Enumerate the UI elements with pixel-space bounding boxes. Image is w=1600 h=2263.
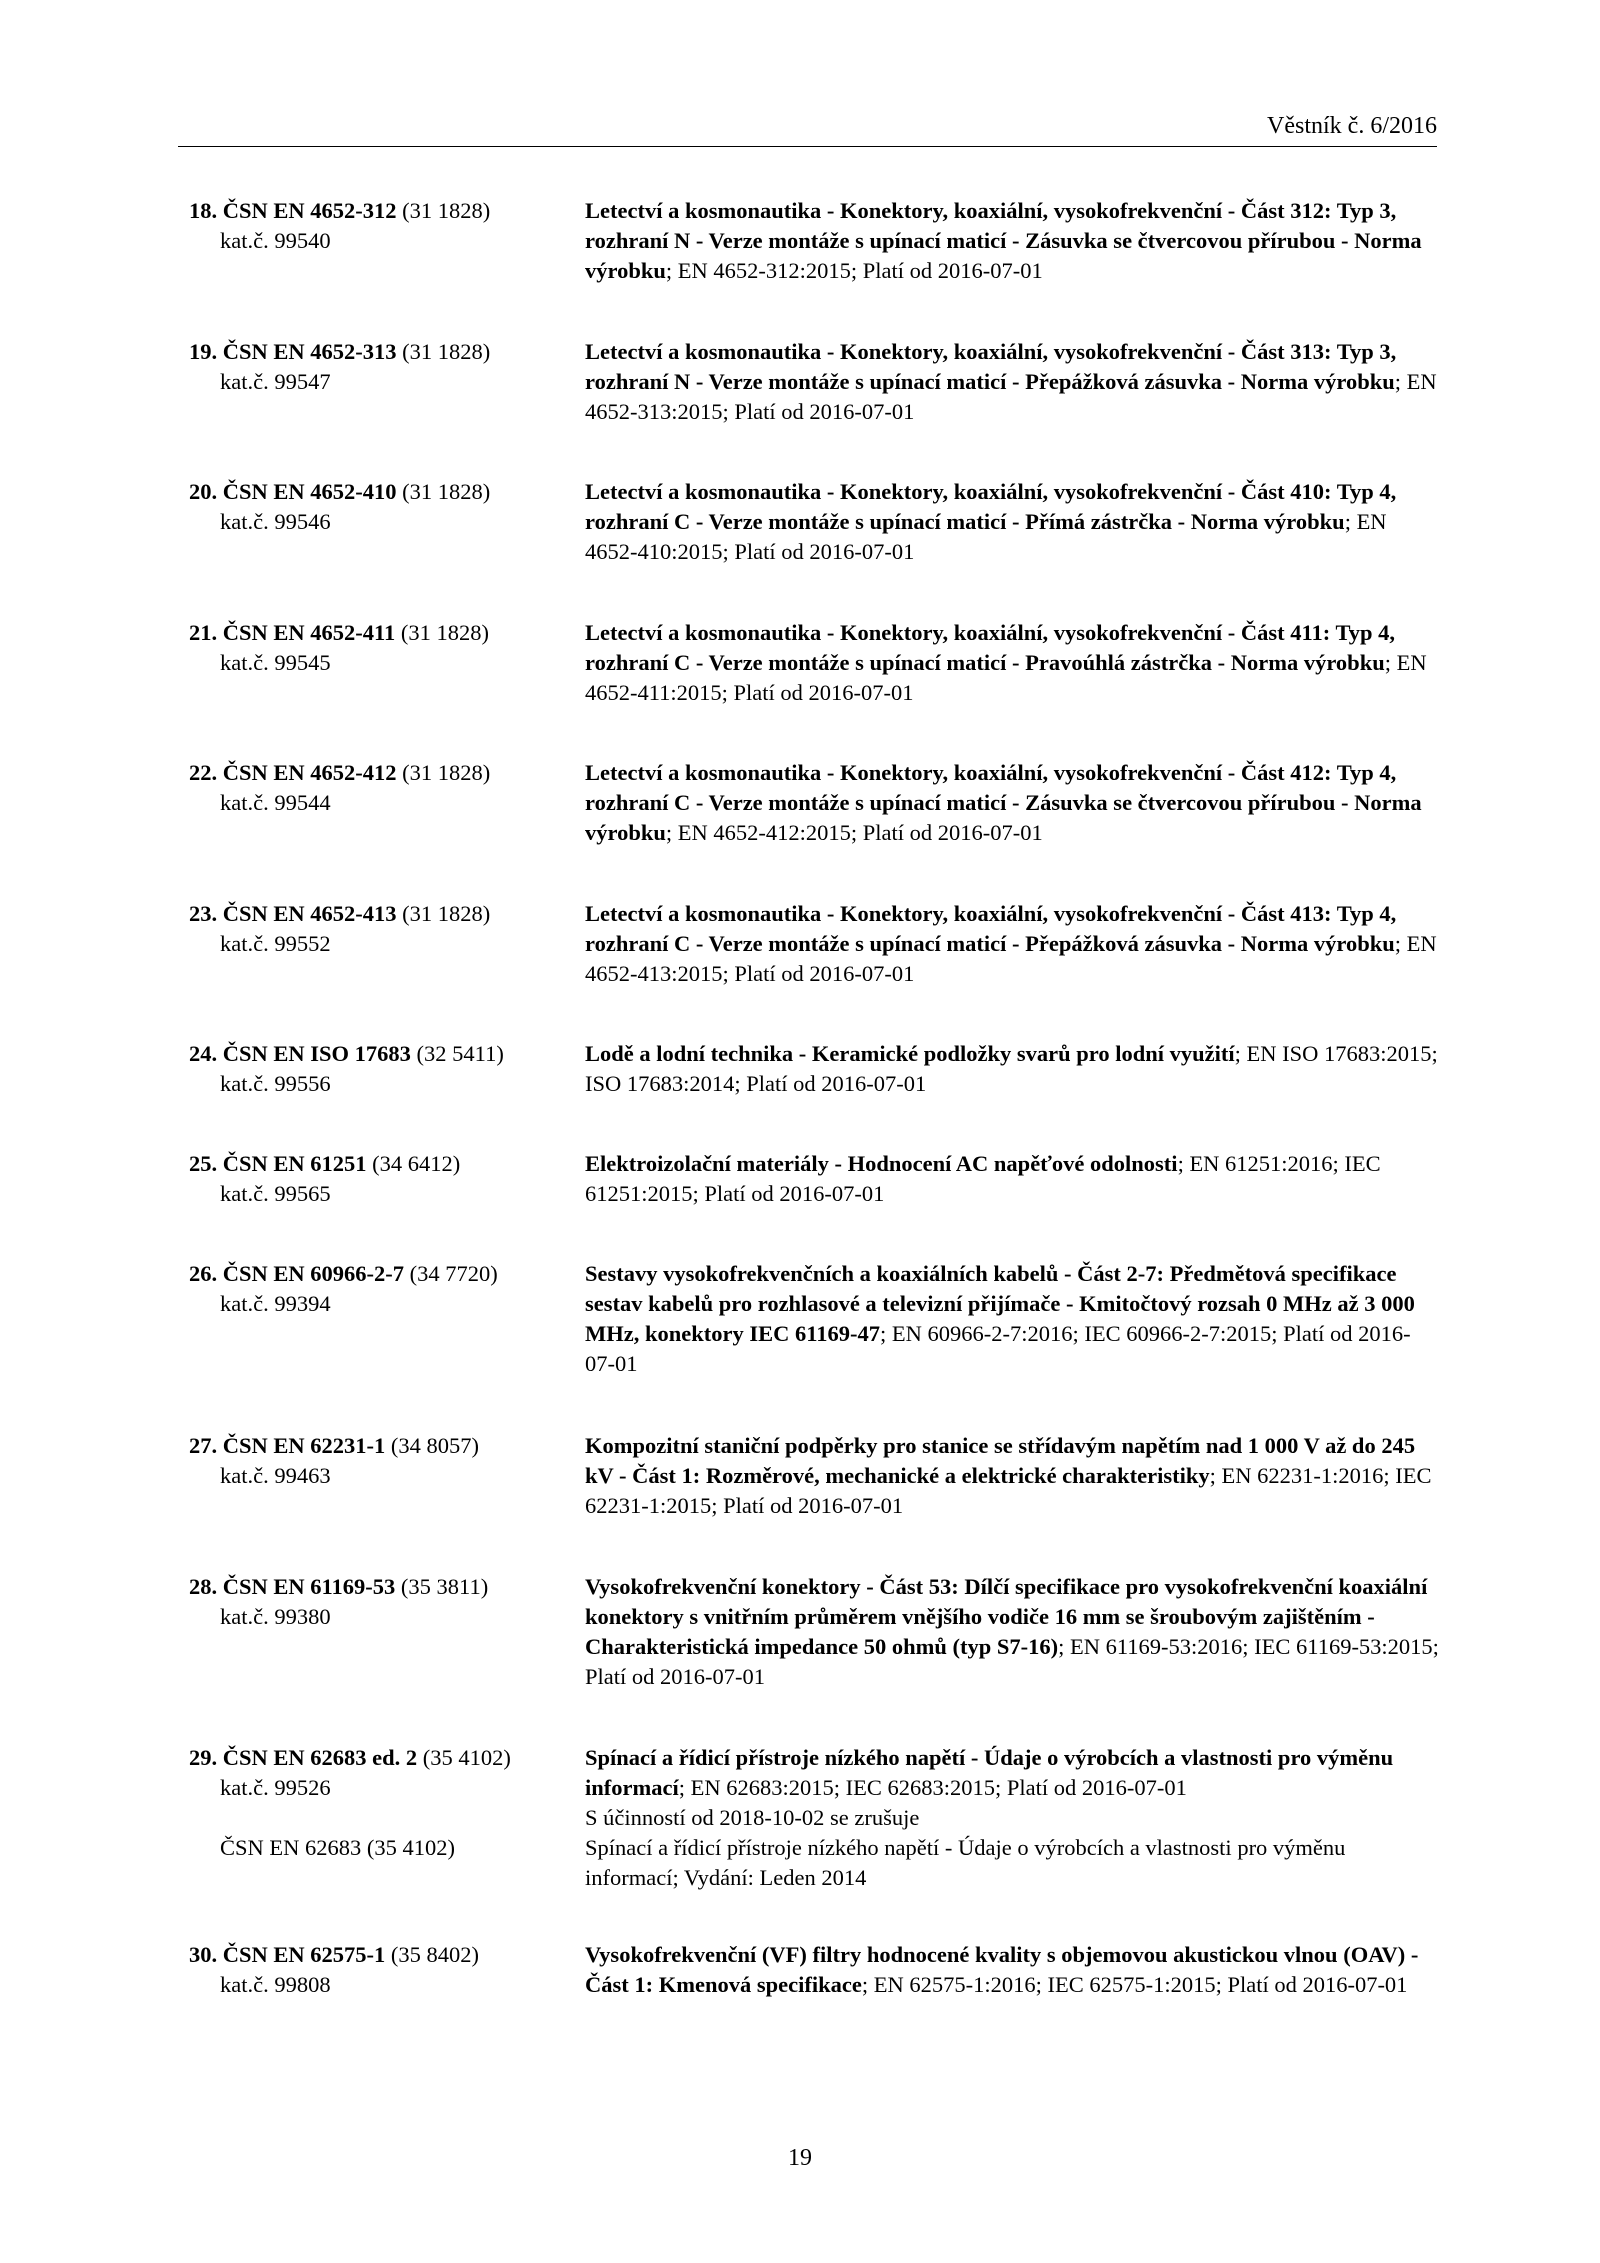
catalog-number: kat.č. 99808 — [220, 1972, 331, 1997]
catalog-number: kat.č. 99546 — [220, 509, 331, 534]
classification-code: (32 5411) — [416, 1041, 504, 1066]
standard-title: Kompozitní staniční podpěrky pro stanice se střídavým napětím nad 1 000 V až do 245 kV - Část 1: Rozměrové, mechanické a elektrické charakteristiky — [585, 1433, 1416, 1488]
page-header — [178, 0, 1437, 147]
standard-code: ČSN EN 4652-412 — [222, 760, 397, 785]
standard-code: ČSN EN 4652-410 — [222, 479, 397, 504]
standard-description — [585, 618, 1440, 708]
catalog-number: kat.č. 99552 — [220, 931, 331, 956]
classification-code: (35 4102) — [422, 1745, 511, 1770]
entry-number: 26. — [189, 1261, 218, 1286]
standard-details: ; EN 4652-412:2015; Platí od 2016-07-01 — [665, 820, 1043, 845]
page-number: 19 — [788, 2145, 812, 2171]
standard-id — [189, 1743, 569, 1803]
standard-description — [585, 1940, 1440, 2000]
standard-details: ; EN 62231-1:2016; IEC 62231-1:2015; Platí od 2016-07-01 — [585, 1463, 1432, 1518]
standard-title: Letectví a kosmonautika - Konektory, koaxiální, vysokofrekvenční - Část 410: Typ 4, rozhraní C - Verze montáže s upínací maticí - Přímá zástrčka - Norma výrobku — [585, 479, 1397, 534]
withdrawal-note: S účinností od 2018-10-02 se zrušuje — [585, 1805, 920, 1830]
standard-description — [585, 477, 1440, 567]
entry-number: 28. — [189, 1574, 218, 1599]
standard-details: ; EN 62575-1:2016; IEC 62575-1:2015; Platí od 2016-07-01 — [861, 1972, 1408, 1997]
standard-id — [189, 758, 569, 818]
catalog-number: kat.č. 99380 — [220, 1604, 331, 1629]
standard-title: Sestavy vysokofrekvenčních a koaxiálních kabelů - Část 2-7: Předmětová specifikace sestav kabelů pro rozhlasové a televizní přijímače - Kmitočtový rozsah 0 MHz až 3 000 MHz, konektory IEC 61169-47 — [585, 1261, 1415, 1346]
standard-id — [189, 1039, 569, 1099]
standard-title: Vysokofrekvenční (VF) filtry hodnocené kvality s objemovou akustickou vlnou (OAV) - Část 1: Kmenová specifikace — [585, 1942, 1419, 1997]
standard-title: Letectví a kosmonautika - Konektory, koaxiální, vysokofrekvenční - Část 312: Typ 3, rozhraní N - Verze montáže s upínací maticí - Zásuvka se čtvercovou přírubou - Norma výrobku — [585, 198, 1422, 283]
standard-details: ; EN 61251:2016; IEC 61251:2015; Platí od 2016-07-01 — [585, 1151, 1381, 1206]
standard-details: ; EN 4652-410:2015; Platí od 2016-07-01 — [585, 509, 1387, 564]
catalog-number: kat.č. 99463 — [220, 1463, 331, 1488]
standard-id — [189, 618, 569, 678]
entry-number: 22. — [189, 760, 218, 785]
catalog-number: kat.č. 99565 — [220, 1181, 331, 1206]
standard-id — [189, 1431, 569, 1491]
standard-title: Letectví a kosmonautika - Konektory, koaxiální, vysokofrekvenční - Část 412: Typ 4, rozhraní C - Verze montáže s upínací maticí - Zásuvka se čtvercovou přírubou - Norma výrobku — [585, 760, 1422, 845]
standard-id — [189, 1259, 569, 1319]
standard-id — [189, 1149, 569, 1209]
standard-details: ; EN 61169-53:2016; IEC 61169-53:2015; Platí od 2016-07-01 — [585, 1634, 1439, 1689]
classification-code: (31 1828) — [402, 479, 491, 504]
entry-number: 19. — [189, 339, 218, 364]
standard-code: ČSN EN 62683 ed. 2 — [222, 1745, 418, 1770]
standard-title: Letectví a kosmonautika - Konektory, koaxiální, vysokofrekvenční - Část 411: Typ 4, rozhraní C - Verze montáže s upínací maticí - Pravoúhlá zástrčka - Norma výrobku — [585, 620, 1396, 675]
standard-details: ; EN 4652-313:2015; Platí od 2016-07-01 — [585, 369, 1437, 424]
classification-code: (34 6412) — [372, 1151, 461, 1176]
standard-code: ČSN EN 60966-2-7 — [222, 1261, 405, 1286]
standard-code: ČSN EN 62575-1 — [222, 1942, 386, 1967]
replaced-standard-code: ČSN EN 62683 (35 4102) — [220, 1835, 455, 1860]
standard-description — [585, 337, 1440, 427]
standard-code: ČSN EN 62231-1 — [222, 1433, 386, 1458]
standard-id — [189, 899, 569, 959]
replaced-standard-description: Spínací a řídicí přístroje nízkého napětí - Údaje o výrobcích a vlastnosti pro výměnu informací; Vydání: Leden 2014 — [585, 1835, 1346, 1890]
standard-details: ; EN 4652-413:2015; Platí od 2016-07-01 — [585, 931, 1437, 986]
catalog-number: kat.č. 99540 — [220, 228, 331, 253]
classification-code: (31 1828) — [402, 198, 491, 223]
standard-details: ; EN 4652-312:2015; Platí od 2016-07-01 — [665, 258, 1043, 283]
standard-code: ČSN EN 61251 — [222, 1151, 367, 1176]
standard-code: ČSN EN 4652-411 — [222, 620, 396, 645]
standard-id — [189, 1940, 569, 2000]
catalog-number: kat.č. 99556 — [220, 1071, 331, 1096]
entry-number: 24. — [189, 1041, 218, 1066]
standard-description — [585, 1743, 1440, 1833]
catalog-number: kat.č. 99394 — [220, 1291, 331, 1316]
catalog-number: kat.č. 99545 — [220, 650, 331, 675]
catalog-number: kat.č. 99544 — [220, 790, 331, 815]
classification-code: (31 1828) — [400, 620, 490, 645]
standard-details: ; EN 60966-2-7:2016; IEC 60966-2-7:2015; Platí od 2016-07-01 — [585, 1321, 1411, 1376]
standard-title: Spínací a řídicí přístroje nízkého napětí - Údaje o výrobcích a vlastnosti pro výměnu informací — [585, 1745, 1394, 1800]
standard-code: ČSN EN 61169-53 — [222, 1574, 396, 1599]
standard-title: Elektroizolační materiály - Hodnocení AC napěťové odolnosti — [585, 1151, 1178, 1176]
standard-description — [585, 196, 1440, 286]
standard-description — [585, 899, 1440, 989]
standard-description — [585, 1572, 1440, 1692]
standard-code: ČSN EN 4652-312 — [222, 198, 397, 223]
standard-description — [585, 1259, 1440, 1379]
standard-description — [585, 758, 1440, 848]
classification-code: (31 1828) — [402, 339, 491, 364]
entry-number: 18. — [189, 198, 218, 223]
catalog-number: kat.č. 99526 — [220, 1775, 331, 1800]
standard-description — [585, 1149, 1440, 1209]
standard-description — [585, 1431, 1440, 1521]
standard-id — [189, 477, 569, 537]
standard-title: Vysokofrekvenční konektory - Část 53: Dílčí specifikace pro vysokofrekvenční koaxiální konektory s vnitřním průměrem vnějšího vodiče 16 mm se šroubovým zajištěním - Charakteristická impedance 50 ohmů (typ S7-16) — [585, 1574, 1428, 1659]
catalog-number: kat.č. 99547 — [220, 369, 331, 394]
classification-code: (31 1828) — [402, 901, 491, 926]
standard-code: ČSN EN 4652-413 — [222, 901, 397, 926]
standard-details: ; EN 4652-411:2015; Platí od 2016-07-01 — [585, 650, 1427, 705]
standard-details: ; EN ISO 17683:2015; ISO 17683:2014; Platí od 2016-07-01 — [585, 1041, 1438, 1096]
classification-code: (31 1828) — [402, 760, 491, 785]
standard-code: ČSN EN ISO 17683 — [222, 1041, 411, 1066]
standard-code: ČSN EN 4652-313 — [222, 339, 397, 364]
entry-number: 30. — [189, 1942, 218, 1967]
entry-number: 25. — [189, 1151, 218, 1176]
standard-title: Lodě a lodní technika - Keramické podložky svarů pro lodní využití — [585, 1041, 1235, 1066]
standard-details: ; EN 62683:2015; IEC 62683:2015; Platí od 2016-07-01 — [678, 1775, 1187, 1800]
classification-code: (35 8402) — [390, 1942, 480, 1967]
entry-number: 20. — [189, 479, 218, 504]
standard-title: Letectví a kosmonautika - Konektory, koaxiální, vysokofrekvenční - Část 313: Typ 3, rozhraní N - Verze montáže s upínací maticí - Přepážková zásuvka - Norma výrobku — [585, 339, 1397, 394]
standard-description — [585, 1039, 1440, 1099]
classification-code: (34 8057) — [390, 1433, 480, 1458]
standard-id — [189, 337, 569, 397]
classification-code: (35 3811) — [400, 1574, 489, 1599]
standard-id — [189, 196, 569, 256]
standard-title: Letectví a kosmonautika - Konektory, koaxiální, vysokofrekvenční - Část 413: Typ 4, rozhraní C - Verze montáže s upínací maticí - Přepážková zásuvka - Norma výrobku — [585, 901, 1397, 956]
entry-number: 21. — [189, 620, 218, 645]
entry-number: 27. — [189, 1433, 218, 1458]
entry-number: 29. — [189, 1745, 218, 1770]
entry-number: 23. — [189, 901, 218, 926]
classification-code: (34 7720) — [409, 1261, 498, 1286]
bulletin-title: Věstník č. 6/2016 — [1267, 113, 1437, 139]
standard-id — [189, 1572, 569, 1632]
